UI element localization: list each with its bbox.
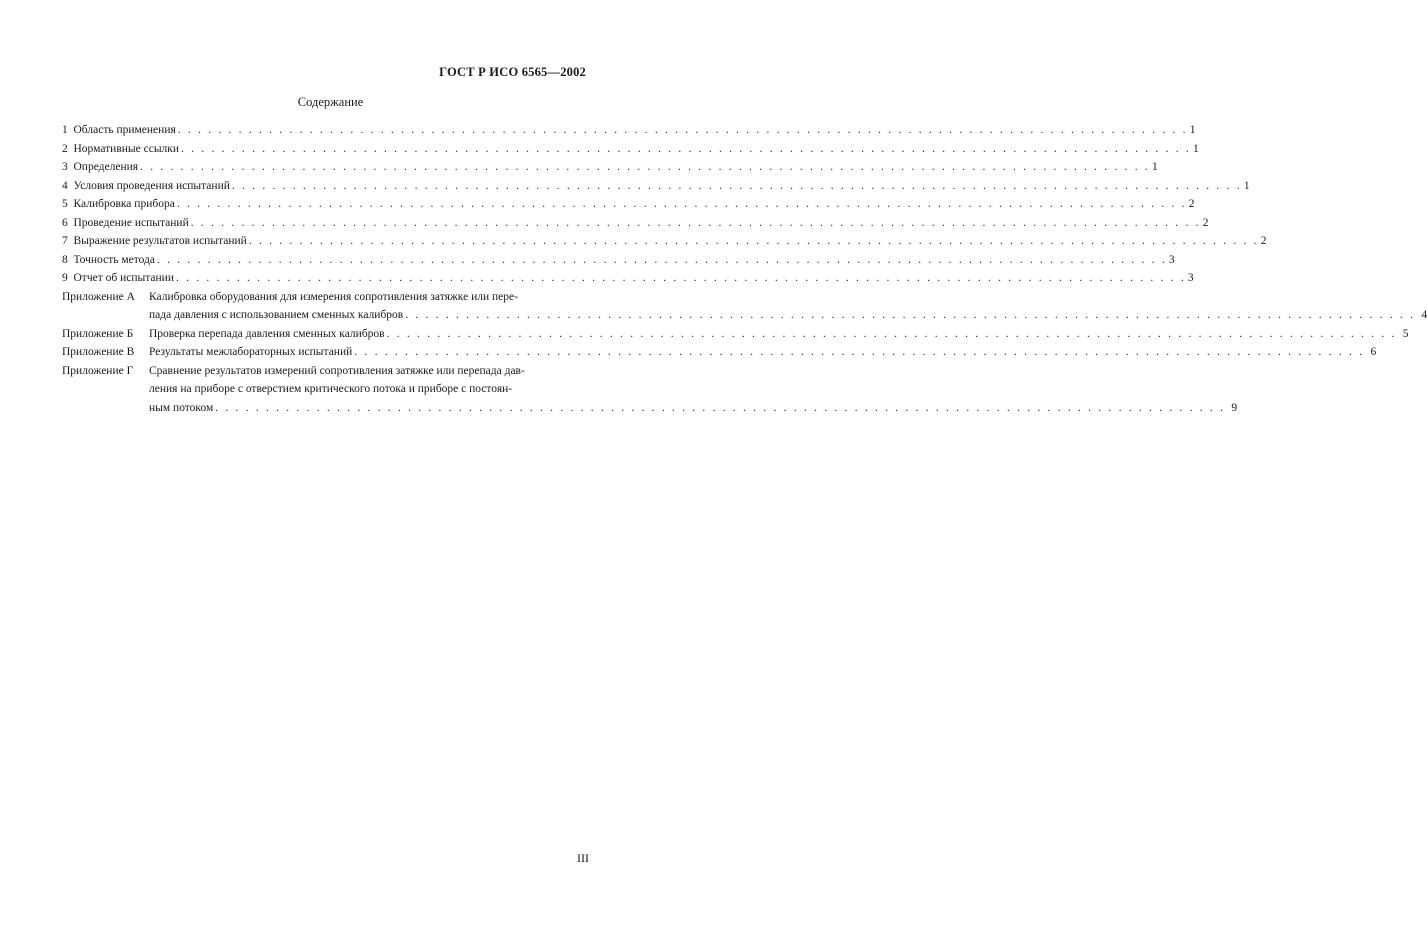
- table-of-contents: [62, 121, 1427, 417]
- toc-leader-dots: [405, 306, 1415, 325]
- toc-entry-label: Проведение испытаний: [73, 216, 189, 229]
- page-number: III: [577, 851, 589, 865]
- toc-leader-dots: [249, 232, 1259, 251]
- toc-leader-dots: [191, 214, 1201, 233]
- appendix-line: ным потоком: [149, 401, 214, 414]
- toc-entry-number: 6: [62, 216, 68, 229]
- toc-entry-page: 1: [1152, 161, 1158, 173]
- toc-title: Содержание: [297, 95, 364, 109]
- toc-entry-2[interactable]: [62, 140, 1199, 159]
- toc-entry-number: 5: [62, 198, 68, 210]
- appendix-line: Сравнение результатов измерений сопротивления затяжке или перепада дав-: [149, 364, 525, 377]
- toc-appendix-g[interactable]: [62, 362, 1238, 418]
- toc-entry-number: 3: [62, 161, 68, 173]
- toc-entry-page: 1: [1243, 179, 1250, 192]
- toc-entry-number: 9: [62, 272, 68, 284]
- appendix-line: Результаты межлабораторных испытаний: [149, 346, 353, 358]
- toc-leader-dots: [177, 195, 1187, 214]
- toc-entry-number: 4: [62, 179, 68, 192]
- toc-entry-page: 2: [1260, 235, 1267, 247]
- appendix-line: Калибровка оборудования для измерения сопротивления затяжке или пере-: [149, 290, 518, 303]
- toc-entry-6[interactable]: [62, 214, 1209, 233]
- toc-leader-dots: [387, 325, 1397, 344]
- appendix-prefix: Приложение Б: [62, 327, 134, 340]
- toc-entry-label: Определения: [73, 161, 139, 173]
- toc-entry-page: 1: [1189, 124, 1196, 136]
- toc-entry-page: 1: [1192, 142, 1199, 155]
- toc-entry-number: 7: [62, 235, 68, 247]
- toc-entry-9[interactable]: [62, 269, 1194, 288]
- toc-entry-page: 4: [1421, 309, 1427, 321]
- toc-leader-dots: [157, 251, 1167, 270]
- toc-entry-page: 6: [1370, 346, 1377, 358]
- toc-entry-label: Точность метода: [73, 253, 155, 266]
- appendix-line: пада давления с использованием сменных калибров: [149, 309, 404, 321]
- toc-leader-dots: [178, 121, 1188, 140]
- appendix-prefix: Приложение А: [62, 290, 135, 303]
- toc-entry-3[interactable]: [62, 158, 1158, 177]
- toc-entry-number: 2: [62, 142, 68, 155]
- appendix-line: ления на приборе с отверстием критического потока и приборе с постоян-: [149, 383, 513, 395]
- appendix-line: Проверка перепада давления сменных калибров: [149, 327, 385, 340]
- toc-entry-label: Калибровка прибора: [73, 198, 175, 210]
- toc-entry-4[interactable]: [62, 177, 1250, 196]
- toc-leader-dots: [176, 269, 1186, 288]
- toc-appendix-b[interactable]: [62, 325, 1409, 344]
- toc-entry-label: Отчет об испытании: [73, 272, 174, 284]
- toc-entry-8[interactable]: [62, 251, 1175, 270]
- toc-entry-1[interactable]: [62, 121, 1196, 140]
- toc-entry-label: Область применения: [73, 124, 176, 136]
- toc-leader-dots: [354, 343, 1364, 362]
- toc-entry-label: Нормативные ссылки: [73, 142, 180, 155]
- toc-leader-dots: [215, 399, 1225, 418]
- toc-appendix-v[interactable]: [62, 343, 1377, 362]
- toc-entry-7[interactable]: [62, 232, 1267, 251]
- toc-entry-number: 1: [62, 124, 68, 136]
- appendix-prefix: Приложение В: [62, 346, 135, 358]
- toc-entry-page: 2: [1188, 198, 1195, 210]
- toc-leader-dots: [181, 140, 1191, 159]
- toc-entry-5[interactable]: [62, 195, 1195, 214]
- toc-entry-label: Условия проведения испытаний: [73, 179, 230, 192]
- toc-entry-page: 2: [1202, 216, 1209, 229]
- toc-entry-page: 5: [1402, 327, 1409, 340]
- toc-appendix-a[interactable]: [62, 288, 1427, 325]
- toc-entry-page: 3: [1187, 272, 1194, 284]
- toc-entry-label: Выражение результатов испытаний: [73, 235, 247, 247]
- appendix-prefix: Приложение Г: [62, 364, 134, 377]
- toc-entry-page: 9: [1231, 401, 1238, 414]
- toc-leader-dots: [232, 177, 1242, 196]
- toc-leader-dots: [140, 158, 1150, 177]
- toc-entry-page: 3: [1168, 253, 1175, 266]
- toc-entry-number: 8: [62, 253, 68, 266]
- document-header: ГОСТ Р ИСО 6565—2002: [439, 65, 586, 79]
